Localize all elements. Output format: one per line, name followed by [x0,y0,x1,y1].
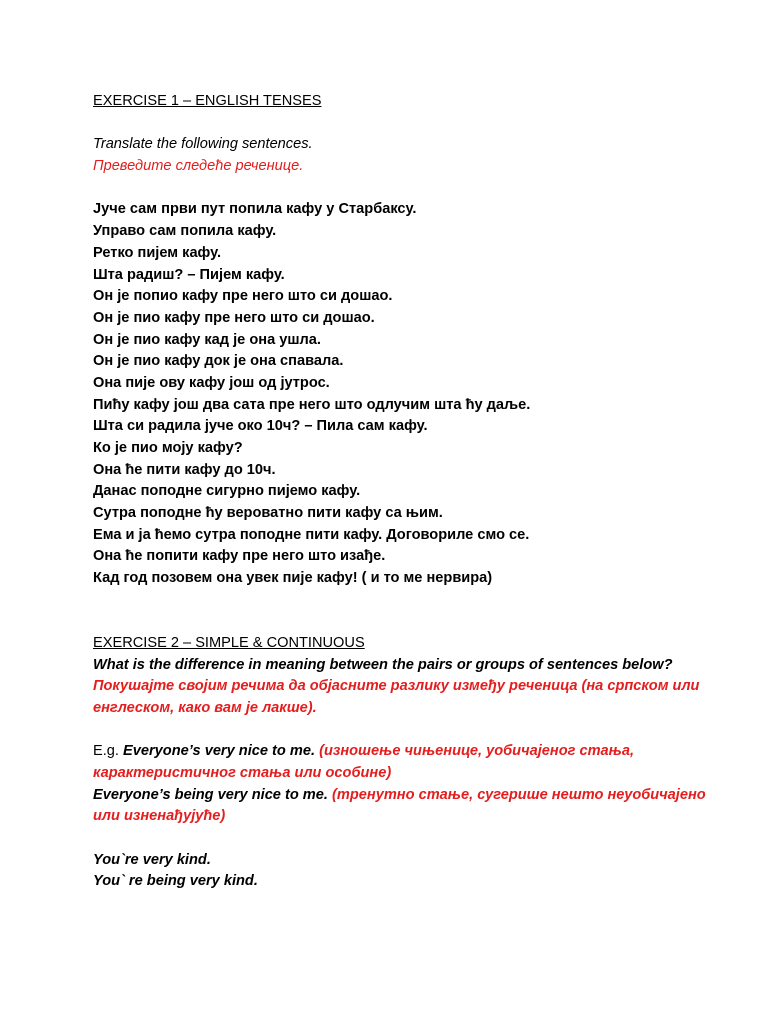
spacer [93,828,733,850]
sentence-1: Јуче сам први пут попила кафу у Старбаксу. [93,201,417,218]
exercise2-question-sr: Покушајте својим речима да објасните разлику између реченица (на српском или енглеском, како вам је лакше). [93,678,700,716]
sentence-2: Управо сам попила кафу. [93,223,277,240]
sentence-4: Шта радиш? – Пијем кафу. [93,266,285,283]
example-1 [93,741,733,784]
sentence-8: Он је пио кафу док је она спавала. [93,353,344,370]
pair-sentence-2: You` re being very kind. [93,873,258,890]
sentence-14: Данас поподне сигурно пијемо кафу. [93,483,361,500]
example-2-sentence: Everyone’s being very nice to me. [93,786,328,803]
sentence-12: Ко је пио моју кафу? [93,440,243,456]
sentence-3: Ретко пијем кафу. [93,244,222,261]
spacer [93,113,733,135]
example-1-sentence: Everyone’s very nice to me. [123,743,316,760]
sentence-15: Сутра поподне ћу вероватно пити кафу са њим. [93,505,443,522]
exercise2-question-en: What is the difference in meaning between the pairs or groups of sentences below? [93,656,673,673]
sentence-13: Она ће пити кафу до 10ч. [93,461,276,478]
exercise2-heading: EXERCISE 2 – SIMPLE & CONTINUOUS [93,634,365,651]
sentence-10: Пићу кафу још два сата пре него што одлучим шта ћу даље. [93,396,531,413]
spacer [93,178,733,200]
spacer [93,720,733,742]
example-2-note: (тренутно стање, сугерише нешто неуобичајено или изненађујуће) [93,786,706,825]
sentence-18: Кад год позовем она увек пије кафу! ( и то ме нервира) [93,570,493,587]
example-prefix: E.g. [93,743,119,760]
sentence-6: Он је пио кафу пре него што си дошао. [93,309,375,326]
document-page [93,91,733,893]
example-1-note: (изношење чињенице, уобичајеног стања, карактеристичног стања или особине) [93,743,635,781]
exercise2-section [93,633,733,893]
spacer [93,590,733,633]
example-2 [93,785,733,828]
sentence-5: Он је попио кафу пре него што си дошао. [93,288,393,305]
pair-sentence-1: You`re very kind. [93,851,211,868]
exercise1-sentence-list [93,199,733,589]
sentence-16: Ема и ја ћемо сутра поподне пити кафу. Договориле смо се. [93,526,530,543]
exercise1-instruction-sr: Преведите следеће реченице. [93,158,304,175]
sentence-11: Шта си радила јуче око 10ч? – Пила сам кафу. [93,418,428,435]
sentence-7: Он је пио кафу кад је она ушла. [93,331,321,348]
exercise1-heading: EXERCISE 1 – ENGLISH TENSES [93,93,322,109]
sentence-9: Она пије ову кафу још од јутрос. [93,374,330,391]
sentence-17: Она ће попити кафу пре него што изађе. [93,548,386,565]
exercise1-instruction-en: Translate the following sentences. [93,136,313,153]
